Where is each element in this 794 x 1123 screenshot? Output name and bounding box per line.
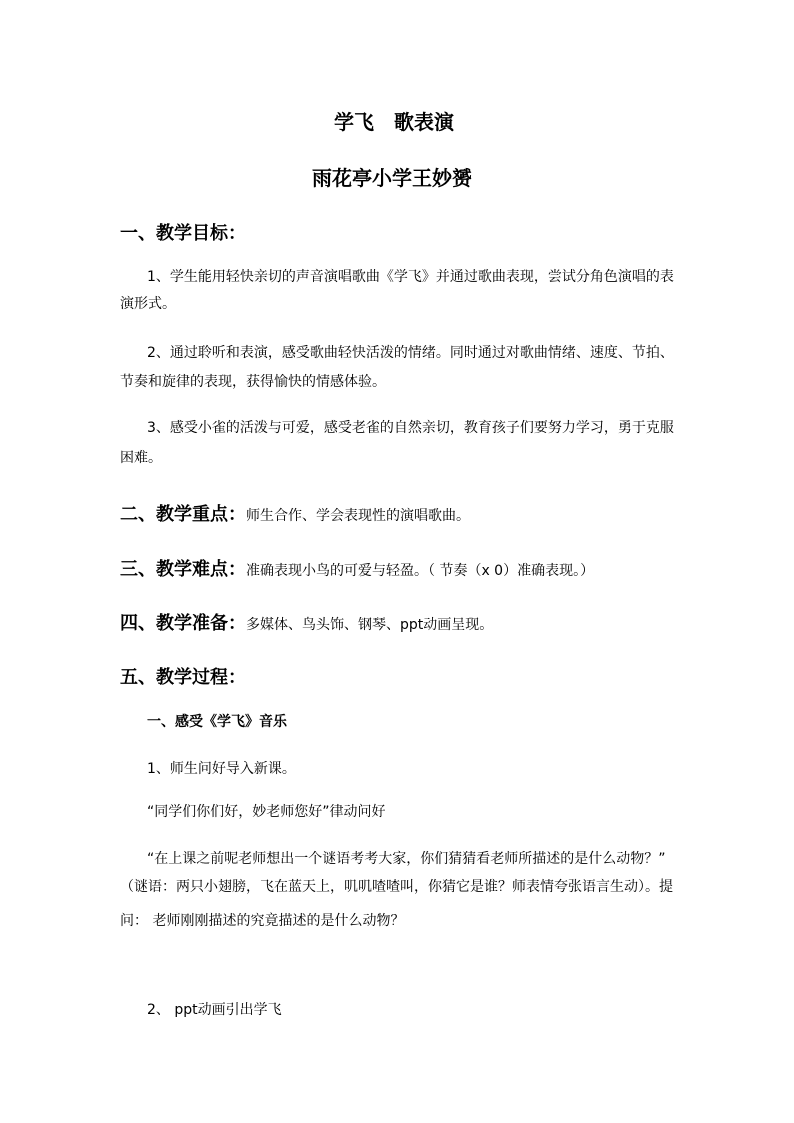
process-greeting: “同学们你们好，妙老师您好”律动问好: [147, 804, 386, 820]
goal-3-line-1: 3、感受小雀的活泼与可爱，感受老雀的自然亲切，教育孩子们要努力学习，勇于克服: [147, 420, 674, 436]
goal-2-line-2: 节奏和旋律的表现，获得愉快的情感体验。: [120, 374, 386, 390]
document-title: 学飞 歌表演: [334, 110, 454, 134]
preparation-text: 多媒体、鸟头饰、钢琴、ppt动画呈现。: [246, 617, 494, 633]
key-points-section: [120, 500, 470, 526]
key-points-text: 师生合作、学会表现性的演唱歌曲。: [246, 508, 470, 524]
process-sub-heading: 一、感受《学飞》音乐: [147, 714, 287, 730]
difficulties-heading: 三、教学难点：: [120, 559, 246, 580]
difficulties-text: 准确表现小鸟的可爱与轻盈。（ 节奏（x 0）准确表现。）: [246, 563, 595, 579]
key-points-heading: 二、教学重点：: [120, 504, 246, 525]
goal-1-line-1: 1、学生能用轻快亲切的声音演唱歌曲《学飞》并通过歌曲表现，尝试分角色演唱的表: [147, 269, 674, 285]
process-riddle-line-1: “在上课之前呢老师想出一个谜语考考大家，你们猜猜看老师所描述的是什么动物？”: [147, 851, 666, 867]
process-riddle-line-3: 问： 老师刚刚描述的究竟描述的是什么动物？: [120, 913, 405, 929]
preparation-heading: 四、教学准备：: [120, 613, 246, 634]
process-heading: 五、教学过程：: [120, 667, 246, 688]
author-line: 雨花亭小学王妙赟: [312, 166, 472, 190]
process-step-1: 1、师生问好导入新课。: [147, 761, 296, 777]
goal-1-line-2: 演形式。: [120, 296, 176, 312]
preparation-section: [120, 609, 493, 635]
process-riddle-line-2: （谜语：两只小翅膀，飞在蓝天上，叽叽喳喳叫，你猜它是谁？师表情夸张语言生动）。提: [120, 879, 673, 895]
goal-3-line-2: 困难。: [120, 450, 162, 466]
process-step-2: 2、 ppt动画引出学飞: [147, 1002, 282, 1018]
goal-2-line-1: 2、通过聆听和表演，感受歌曲轻快活泼的情绪。同时通过对歌曲情绪、速度、节拍、: [147, 345, 674, 361]
goals-heading: 一、教学目标：: [120, 223, 246, 244]
difficulties-section: [120, 555, 594, 581]
